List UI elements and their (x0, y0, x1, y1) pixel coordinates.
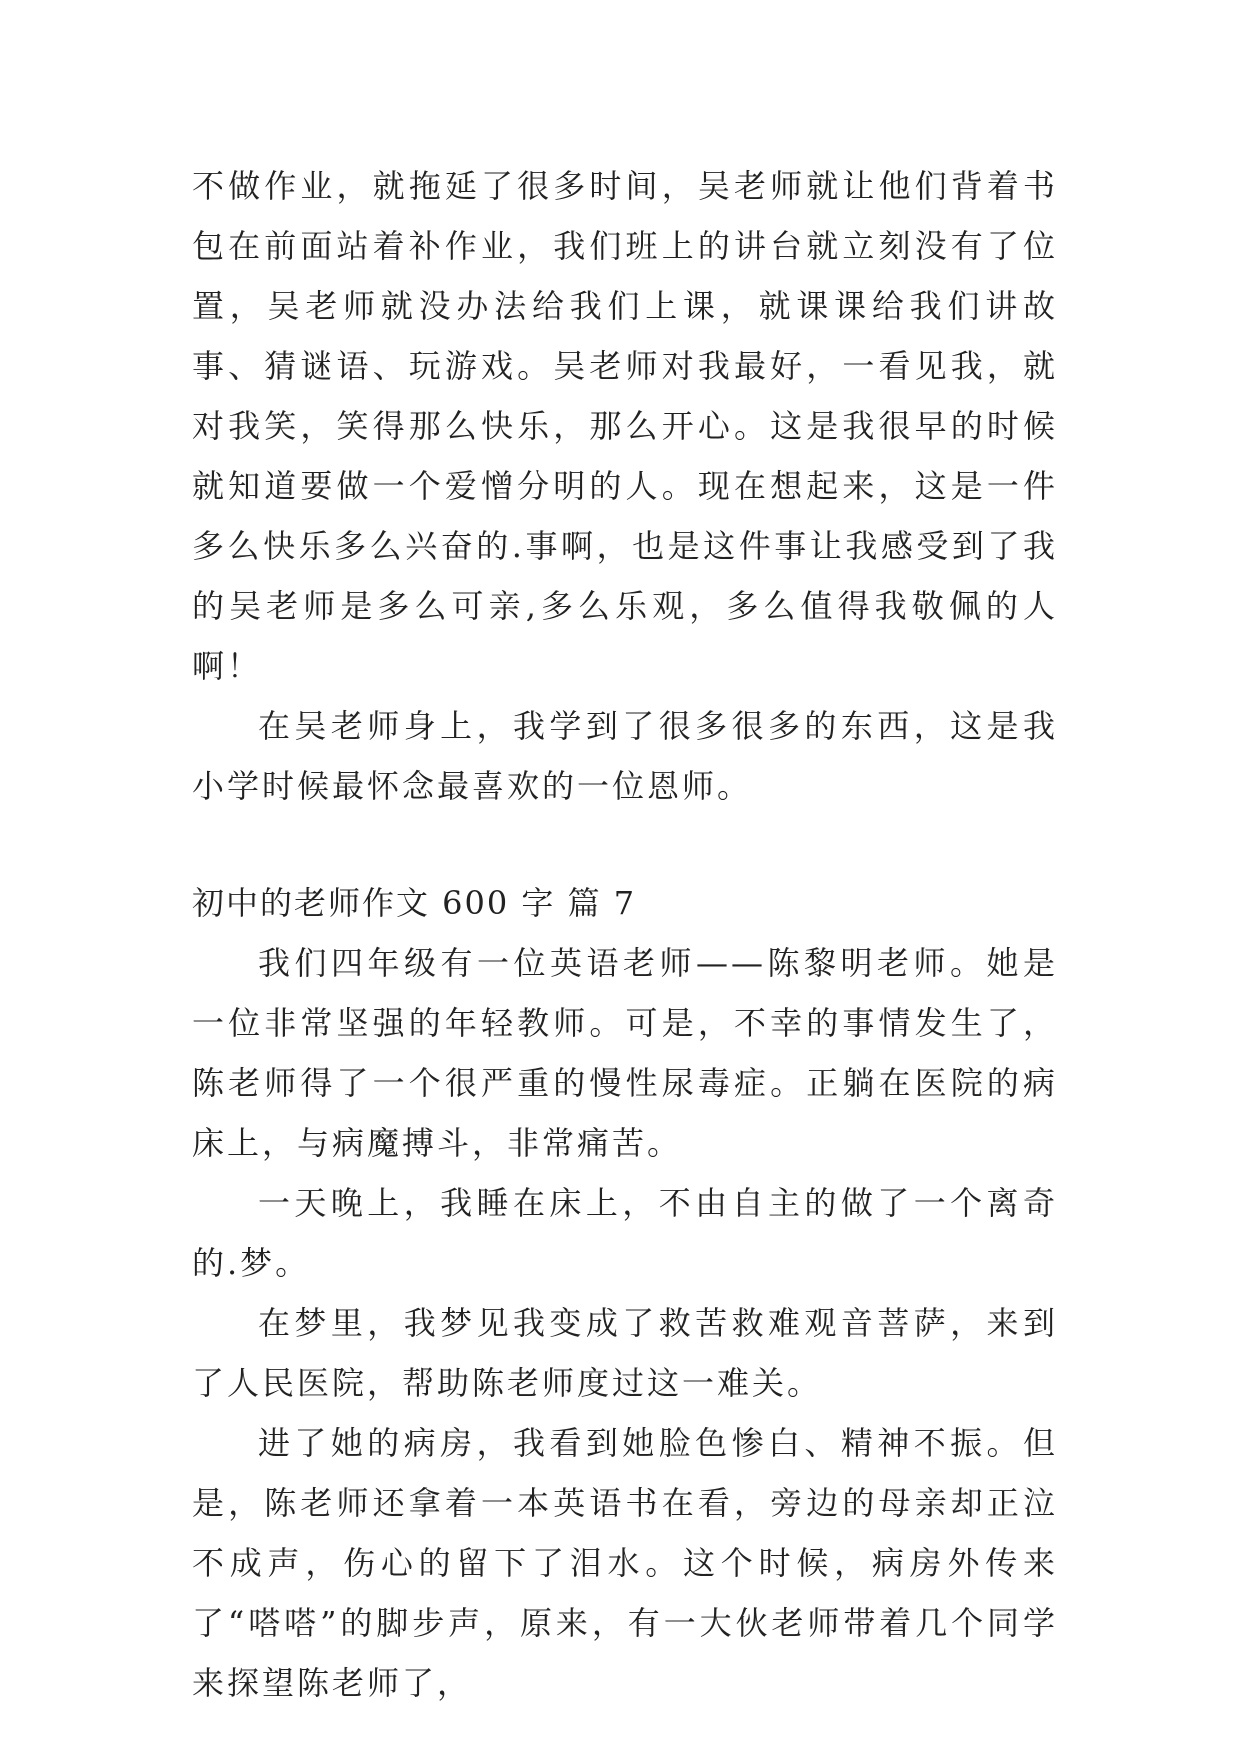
paragraph: 进了她的病房，我看到她脸色惨白、精神不振。但是，陈老师还拿着一本英语书在看，旁边的母亲却正泣不成声，伤心的留下了泪水。这个时候，病房外传来了“嗒嗒”的脚步声，原来，有一大伙老师带着几个同学来探望陈老师了， (192, 1424, 1058, 1702)
paragraph: 我们四年级有一位英语老师——陈黎明老师。她是一位非常坚强的年轻教师。可是，不幸的事情发生了，陈老师得了一个很严重的慢性尿毒症。正躺在医院的病床上，与病魔搏斗，非常痛苦。 (192, 944, 1058, 1162)
paragraph: 在梦里，我梦见我变成了救苦救难观音菩萨，来到了人民医院，帮助陈老师度过这一难关。 (192, 1304, 1058, 1402)
document-body (192, 156, 1058, 1713)
paragraph: 在吴老师身上，我学到了很多很多的东西，这是我小学时候最怀念最喜欢的一位恩师。 (192, 707, 1058, 805)
paragraph: 一天晚上，我睡在床上，不由自主的做了一个离奇的.梦。 (192, 1184, 1058, 1282)
section-title: 初中的老师作文 600 字 篇 7 (192, 884, 637, 922)
paragraph: 不做作业，就拖延了很多时间，吴老师就让他们背着书包在前面站着补作业，我们班上的讲台就立刻没有了位置，吴老师就没办法给我们上课，就课课给我们讲故事、猜谜语、玩游戏。吴老师对我最好，一看见我，就对我笑，笑得那么快乐，那么开心。这是我很早的时候就知道要做一个爱憎分明的人。现在想起来，这是一件多么快乐多么兴奋的.事啊，也是这件事让我感受到了我的吴老师是多么可亲,多么乐观，多么值得我敬佩的人啊！ (192, 167, 1058, 685)
